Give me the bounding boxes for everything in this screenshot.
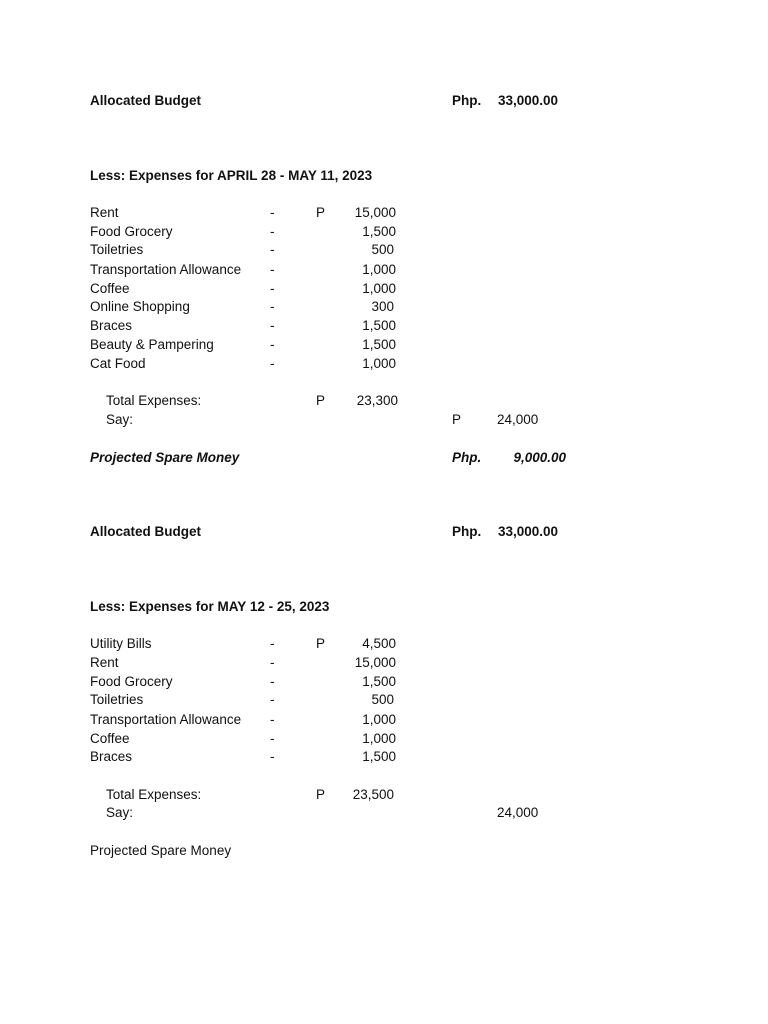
s1-item-amount: 1,500: [362, 224, 396, 239]
s1-item-dash: -: [270, 337, 275, 352]
s2-item-amount: 1,500: [362, 749, 396, 764]
s1-item-amount: 1,000: [362, 262, 396, 277]
s2-item-dash: -: [270, 655, 275, 670]
s1-item-label: Transportation Allowance: [90, 262, 242, 277]
s1-spare-currency: Php.: [452, 450, 482, 465]
s2-budget-currency: Php.: [452, 524, 482, 539]
s1-total-prefix: P: [316, 393, 326, 408]
s1-item-label: Online Shopping: [90, 299, 190, 314]
s1-item-dash: -: [270, 299, 275, 314]
s2-item-label: Rent: [90, 655, 119, 670]
s1-total-label: Total Expenses:: [106, 393, 202, 408]
s2-total-amount: 23,500: [352, 787, 394, 802]
s1-item-dash: -: [270, 356, 275, 371]
s2-item-label: Toiletries: [90, 692, 144, 707]
s2-item-dash: -: [270, 749, 275, 764]
s1-item-dash: -: [270, 224, 275, 239]
s1-budget-label: Allocated Budget: [90, 93, 202, 108]
s1-say-prefix: P: [452, 412, 462, 427]
s2-expenses-heading: Less: Expenses for MAY 12 - 25, 2023: [90, 599, 330, 614]
s2-item-label: Transportation Allowance: [90, 712, 242, 727]
s2-total-label: Total Expenses:: [106, 787, 202, 802]
s2-say-amount: 24,000: [497, 805, 539, 820]
s2-item-amount: 15,000: [354, 655, 396, 670]
s2-say-label: Say:: [106, 805, 134, 820]
s1-item-label: Beauty & Pampering: [90, 337, 214, 352]
s1-item-amount: 15,000: [354, 205, 396, 220]
s2-item-dash: -: [270, 712, 275, 727]
s1-item-amount: 500: [371, 242, 394, 257]
s1-item-label: Food Grocery: [90, 224, 173, 239]
s1-item-amount: 300: [371, 299, 394, 314]
s1-say-label: Say:: [106, 412, 134, 427]
s2-item-amount: 1,000: [362, 712, 396, 727]
s1-expenses-heading: Less: Expenses for APRIL 28 - MAY 11, 2023: [90, 168, 373, 183]
s1-say-amount: 24,000: [497, 412, 539, 427]
s2-item-dash: -: [270, 692, 275, 707]
s1-item-label: Toiletries: [90, 242, 144, 257]
s1-item-dash: -: [270, 262, 275, 277]
s2-item-dash: -: [270, 674, 275, 689]
s2-item-amount: 1,000: [362, 731, 396, 746]
s2-total-prefix: P: [316, 787, 326, 802]
s2-item-label: Utility Bills: [90, 636, 152, 651]
s1-spare-amount: 9,000.00: [513, 450, 566, 465]
s1-item-amount: 1,000: [362, 281, 396, 296]
s1-item-label: Coffee: [90, 281, 130, 296]
s1-budget-amount: 33,000.00: [497, 93, 558, 108]
s2-item-amount: 1,500: [362, 674, 396, 689]
s1-item-prefix: P: [316, 205, 326, 220]
s1-item-dash: -: [270, 242, 275, 257]
s1-item-label: Cat Food: [90, 356, 146, 371]
s1-item-dash: -: [270, 318, 275, 333]
s1-item-amount: 1,500: [362, 318, 396, 333]
s1-item-label: Braces: [90, 318, 133, 333]
s2-item-amount: 4,500: [362, 636, 396, 651]
s2-item-prefix: P: [316, 636, 326, 651]
s1-budget-currency: Php.: [452, 93, 482, 108]
s1-total-amount: 23,300: [356, 393, 398, 408]
s2-spare-label: Projected Spare Money: [90, 843, 232, 858]
s2-item-label: Braces: [90, 749, 133, 764]
s2-budget-label: Allocated Budget: [90, 524, 202, 539]
s1-item-dash: -: [270, 205, 275, 220]
s2-item-amount: 500: [371, 692, 394, 707]
s2-item-label: Coffee: [90, 731, 130, 746]
s2-item-label: Food Grocery: [90, 674, 173, 689]
s1-item-amount: 1,000: [362, 356, 396, 371]
s1-spare-label: Projected Spare Money: [90, 450, 240, 465]
s1-item-dash: -: [270, 281, 275, 296]
s2-item-dash: -: [270, 636, 275, 651]
s2-item-dash: -: [270, 731, 275, 746]
s1-item-amount: 1,500: [362, 337, 396, 352]
s2-budget-amount: 33,000.00: [497, 524, 558, 539]
s1-item-label: Rent: [90, 205, 119, 220]
